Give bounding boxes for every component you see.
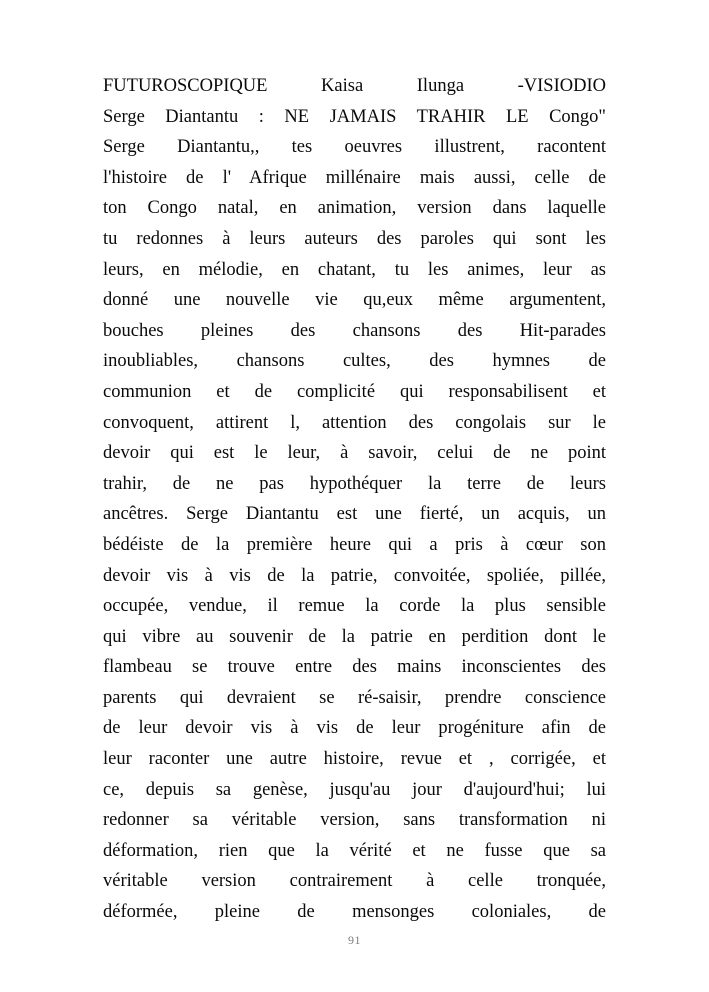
- text-line: qui vibre au souvenir de la patrie en perdition dont le: [103, 626, 606, 647]
- text-line: Serge Diantantu,, tes oeuvres illustrent, racontent: [103, 137, 606, 158]
- text-line: inoubliables, chansons cultes, des hymnes de: [103, 351, 606, 372]
- text-line: redonner sa véritable version, sans transformation ni: [103, 810, 606, 831]
- text-line: l'histoire de l' Afrique millénaire mais aussi, celle de: [103, 167, 606, 188]
- text-line: tu redonnes à leurs auteurs des paroles qui sont les: [103, 228, 606, 249]
- text-line: leur raconter une autre histoire, revue et , corrigée, et: [103, 749, 606, 770]
- text-line: ce, depuis sa genèse, jusqu'au jour d'aujourd'hui; lui: [103, 779, 606, 800]
- text-line: devoir vis à vis de la patrie, convoitée, spoliée, pillée,: [103, 565, 606, 586]
- text-line: devoir qui est le leur, à savoir, celui de ne point: [103, 443, 606, 464]
- text-line: donné une nouvelle vie qu,eux même argumentent,: [103, 290, 606, 311]
- text-line: flambeau se trouve entre des mains inconscientes des: [103, 657, 606, 678]
- text-line: communion et de complicité qui responsabilisent et: [103, 381, 606, 402]
- body-text: [103, 71, 606, 928]
- text-line: trahir, de ne pas hypothéquer la terre de leurs: [103, 473, 606, 494]
- text-line: véritable version contrairement à celle tronquée,: [103, 871, 606, 892]
- text-line: leurs, en mélodie, en chatant, tu les animes, leur as: [103, 259, 606, 280]
- text-line: déformation, rien que la vérité et ne fusse que sa: [103, 840, 606, 861]
- text-line: ton Congo natal, en animation, version dans laquelle: [103, 198, 606, 219]
- text-line: occupée, vendue, il remue la corde la plus sensible: [103, 596, 606, 617]
- page-number: 91: [348, 933, 361, 947]
- text-line: déformée, pleine de mensonges coloniales, de: [103, 902, 606, 923]
- text-line: parents qui devraient se ré-saisir, prendre conscience: [103, 687, 606, 708]
- text-line: FUTUROSCOPIQUE Kaisa Ilunga -VISIODIO: [103, 76, 606, 96]
- text-line: de leur devoir vis à vis de leur progéniture afin de: [103, 718, 606, 739]
- text-line: bédéiste de la première heure qui a pris à cœur son: [103, 534, 606, 555]
- text-line: bouches pleines des chansons des Hit-parades: [103, 320, 606, 341]
- text-line: convoquent, attirent l, attention des congolais sur le: [103, 412, 606, 433]
- text-line: ancêtres. Serge Diantantu est une fierté, un acquis, un: [103, 504, 606, 525]
- text-line: Serge Diantantu : NE JAMAIS TRAHIR LE Congo": [103, 106, 606, 127]
